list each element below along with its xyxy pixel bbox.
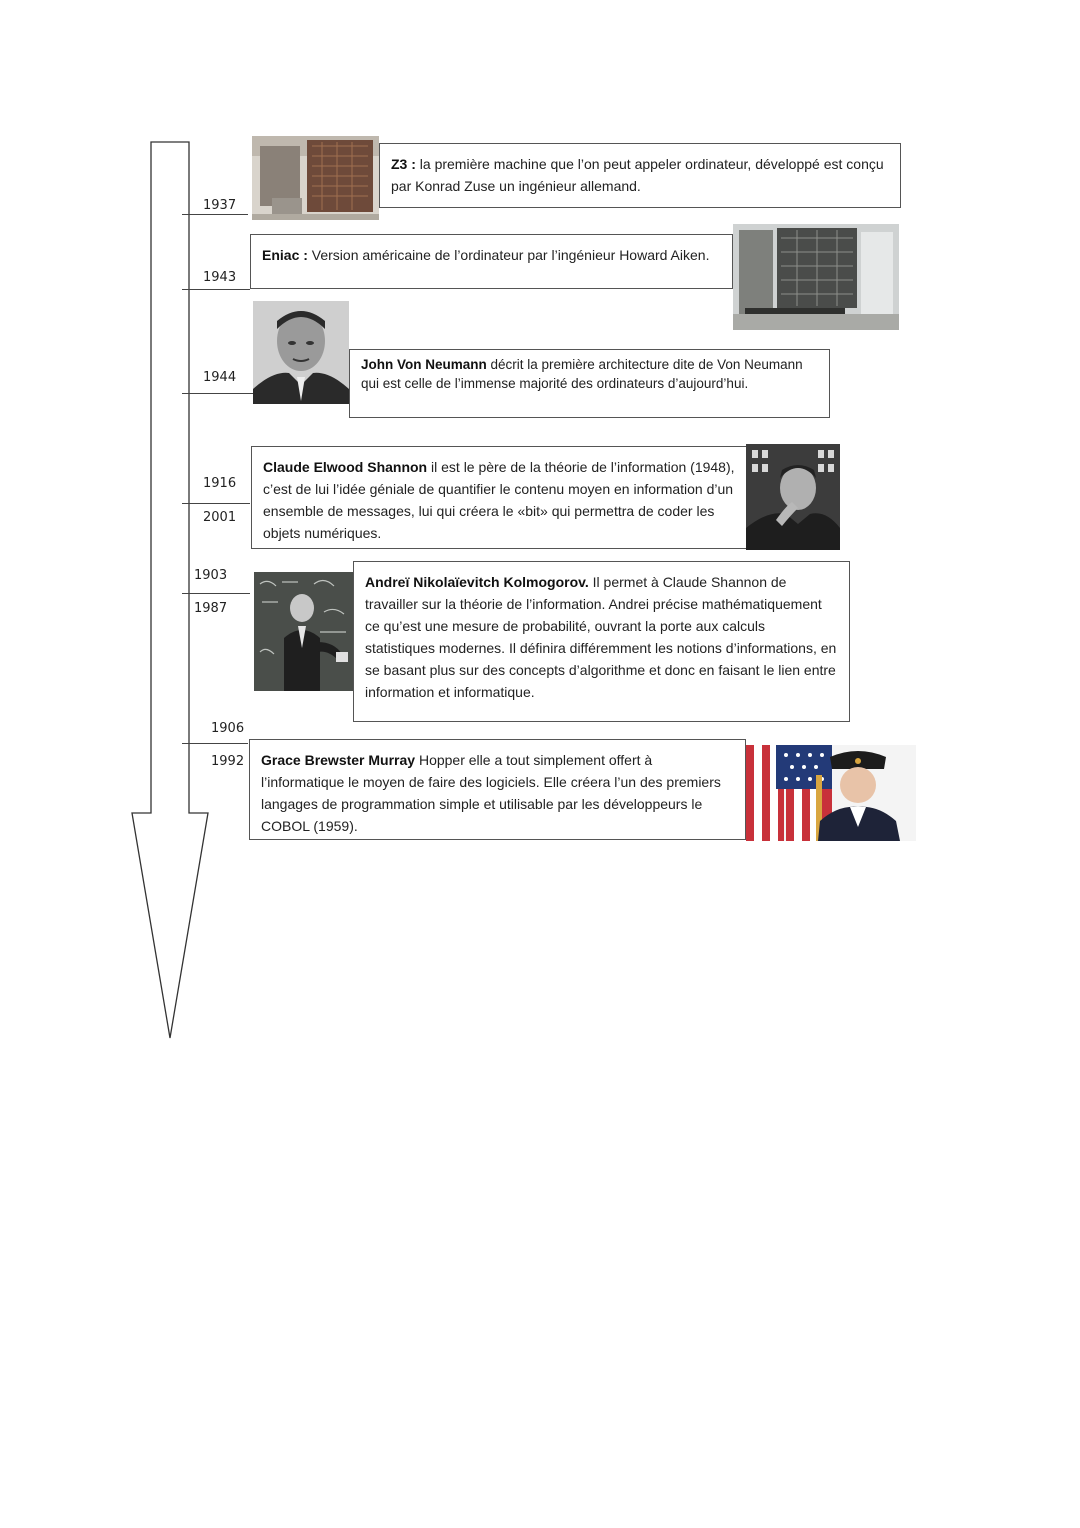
year-label: 1944 xyxy=(203,370,237,385)
timeline-tick xyxy=(182,743,248,744)
event-description: la première machine que l’on peut appeler ordinateur, développé est conçu par Konrad Zuse un ingénieur allemand. xyxy=(391,156,884,194)
event-title: Eniac : xyxy=(262,247,308,263)
year-label: 1903 xyxy=(194,568,228,583)
event-description: Hopper elle a tout simplement offert à l’informatique le moyen de faire des logiciels. Elle créera l’un des premiers langages de programmation simple et utilisable par les développeurs le COBOL (1959). xyxy=(261,752,721,834)
timeline-tick xyxy=(182,393,254,394)
event-title: John Von Neumann xyxy=(361,357,487,372)
grace-hopper-portrait xyxy=(746,745,916,841)
event-card-hopper xyxy=(249,739,746,840)
year-label: 1937 xyxy=(203,198,237,213)
z3-computer-photo xyxy=(252,136,379,220)
timeline-tick xyxy=(182,593,250,594)
year-label: 1992 xyxy=(211,754,245,769)
event-description: Version américaine de l’ordinateur par l’ingénieur Howard Aiken. xyxy=(307,247,710,263)
year-label: 2001 xyxy=(203,510,237,525)
year-label: 1943 xyxy=(203,270,237,285)
timeline-tick xyxy=(182,214,248,215)
event-card-eniac xyxy=(250,234,733,289)
timeline-tick xyxy=(182,289,250,290)
event-title: Claude Elwood Shannon xyxy=(263,459,428,475)
event-title: Andreï Nikolaïevitch Kolmogorov. xyxy=(365,574,589,590)
event-description: décrit la première architecture dite de Von Neumann qui est celle de l’immense majorité des ordinateurs d’aujourd’hui. xyxy=(361,357,803,391)
shannon-portrait xyxy=(746,444,840,550)
von-neumann-portrait xyxy=(253,301,349,404)
year-label: 1987 xyxy=(194,601,228,616)
eniac-computer-photo xyxy=(733,224,899,330)
event-title: Grace Brewster Murray xyxy=(261,752,416,768)
event-card-z3 xyxy=(379,143,901,208)
event-title: Z3 : xyxy=(391,156,416,172)
event-card-shannon xyxy=(251,446,748,549)
event-description: il est le père de la théorie de l’information (1948), c’est de lui l’idée géniale de quantifier le contenu moyen en information d’un ensemble de messages, lui qui créera le «bit» qui permettra de coder les objets numériques. xyxy=(263,459,735,541)
event-card-neumann xyxy=(349,349,830,418)
year-label: 1906 xyxy=(211,721,245,736)
year-label: 1916 xyxy=(203,476,237,491)
event-card-kolmogorov xyxy=(353,561,850,722)
kolmogorov-portrait xyxy=(254,572,353,691)
timeline-tick xyxy=(182,503,250,504)
event-description: Il permet à Claude Shannon de travailler sur la théorie de l’information. Andrei précise mathématiquement ce qu’est une mesure de probabilité, ouvrant la porte aux calculs statistiques modernes. Il définira différemment les notions d’informations, en se basant plus sur des concepts d’algorithme et donc en faisant le lien entre information et informatique. xyxy=(365,574,837,700)
timeline-arrow xyxy=(0,0,260,1060)
